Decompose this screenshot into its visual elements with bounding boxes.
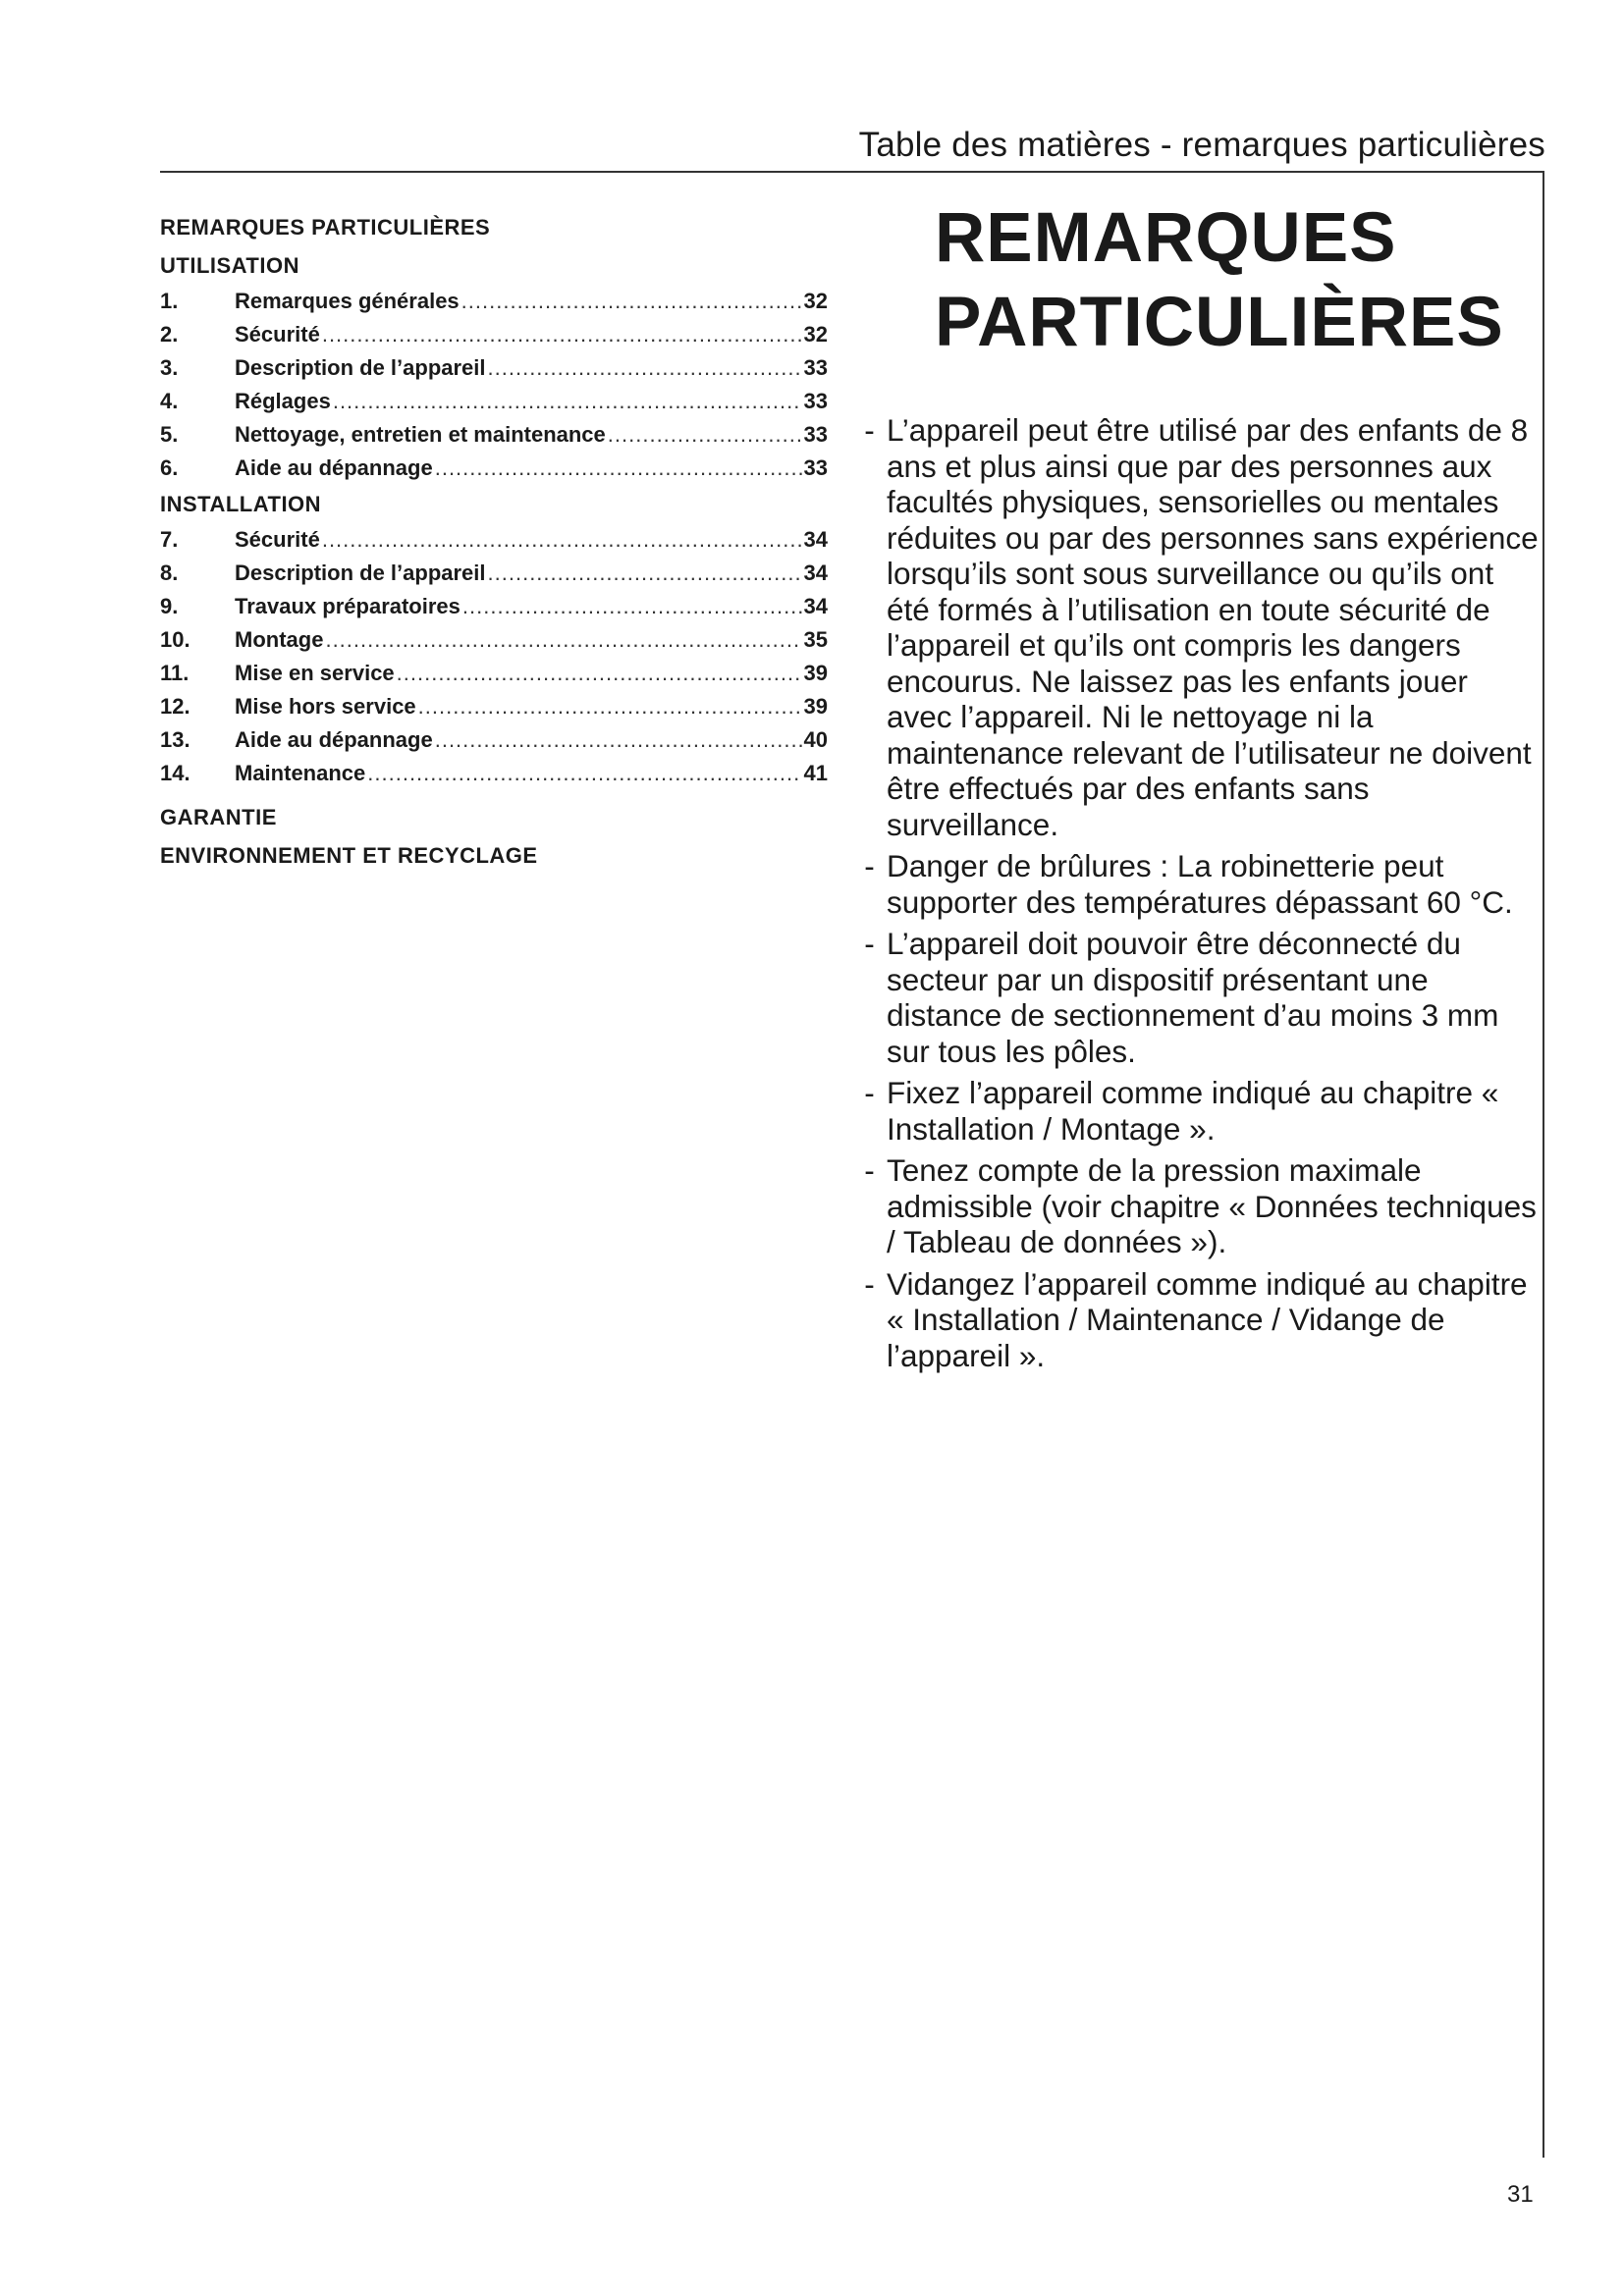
toc-item-label: Sécurité [235, 322, 320, 347]
note-text: L’appareil peut être utilisé par des enfants de 8 ans et plus ainsi que par des personnes aux facultés physiques, sensorielles ou mentales réduites ou par des personnes sans expérience lorsqu’ils sont sous surveillance ou qu’ils ont été formés à l’utilisation en toute sécurité de l’appareil et qu’ils ont compris les dangers encourus. Ne laissez pas les enfants jouer avec l’appareil. Ni le nettoyage ni la maintenance relevant de l’utilisateur ne doivent être effectués par des enfants sans surveillance. [887, 412, 1539, 842]
toc-dot-leader [435, 723, 802, 757]
toc-item-page: 32 [803, 322, 828, 347]
toc-dot-leader [608, 418, 802, 452]
note-dash: - [864, 412, 875, 448]
toc-heading-utilisation[interactable]: UTILISATION [160, 253, 299, 278]
toc-dot-leader [397, 657, 802, 690]
toc-item-number: 9. [160, 594, 179, 618]
toc-item-label: Description de l’appareil [235, 561, 486, 585]
toc-item-page: 41 [803, 761, 828, 785]
toc-gap [160, 790, 828, 798]
safety-note [852, 412, 1540, 842]
toc-item-number: 8. [160, 561, 179, 585]
toc-item[interactable] [160, 690, 828, 723]
toc-item-label: Mise en service [235, 661, 395, 685]
page-number: 31 [1507, 2181, 1534, 2208]
toc-heading-installation[interactable]: INSTALLATION [160, 492, 322, 516]
toc-item-page: 39 [803, 661, 828, 685]
toc-item-label: Remarques générales [235, 289, 460, 313]
toc-dot-leader [488, 351, 802, 385]
toc-item-number: 12. [160, 694, 190, 719]
section-title [935, 196, 1504, 365]
safety-note [852, 848, 1540, 920]
toc-item[interactable] [160, 351, 828, 385]
note-dash: - [864, 848, 875, 883]
toc-item-label: Maintenance [235, 761, 366, 785]
toc-item-number: 13. [160, 727, 190, 752]
toc-item-number: 3. [160, 355, 179, 380]
page-header-title: Table des matières - remarques particulières [858, 126, 1545, 164]
toc-item[interactable] [160, 452, 828, 485]
toc-item[interactable] [160, 723, 828, 757]
toc-item[interactable] [160, 318, 828, 351]
toc-item-label: Description de l’appareil [235, 355, 486, 380]
toc-item-number: 2. [160, 322, 179, 347]
toc-dot-leader [488, 557, 802, 590]
toc-item-page: 34 [803, 594, 828, 618]
toc-item[interactable] [160, 557, 828, 590]
toc-item[interactable] [160, 418, 828, 452]
table-of-contents [160, 208, 828, 875]
toc-item-number: 4. [160, 389, 179, 413]
toc-item[interactable] [160, 285, 828, 318]
column-rule [1543, 171, 1544, 2158]
toc-heading-remarques[interactable]: REMARQUES PARTICULIÈRES [160, 215, 491, 240]
note-text: Tenez compte de la pression maximale admissible (voir chapitre « Données techniques / Tableau de données »). [887, 1152, 1537, 1259]
toc-item-label: Aide au dépannage [235, 455, 433, 480]
note-text: Fixez l’appareil comme indiqué au chapitre « Installation / Montage ». [887, 1075, 1499, 1147]
toc-item-label: Sécurité [235, 527, 320, 552]
toc-dot-leader [435, 452, 802, 485]
toc-dot-leader [367, 757, 801, 790]
toc-item-number: 6. [160, 455, 179, 480]
toc-item[interactable] [160, 623, 828, 657]
toc-item-label: Montage [235, 627, 324, 652]
toc-dot-leader [325, 623, 801, 657]
note-dash: - [864, 1075, 875, 1110]
toc-heading-garantie[interactable]: GARANTIE [160, 805, 277, 829]
toc-item-page: 34 [803, 527, 828, 552]
toc-item-label: Nettoyage, entretien et maintenance [235, 422, 606, 447]
toc-item-page: 39 [803, 694, 828, 719]
safety-note [852, 1152, 1540, 1260]
toc-item-label: Mise hors service [235, 694, 416, 719]
toc-item-page: 33 [803, 455, 828, 480]
toc-item-number: 1. [160, 289, 179, 313]
note-text: Vidangez l’appareil comme indiqué au chapitre « Installation / Maintenance / Vidange de l’appareil ». [887, 1265, 1528, 1373]
note-dash: - [864, 926, 875, 961]
header-rule [160, 171, 1544, 173]
toc-item-number: 10. [160, 627, 190, 652]
toc-item[interactable] [160, 657, 828, 690]
toc-dot-leader [462, 590, 802, 623]
toc-item-number: 5. [160, 422, 179, 447]
safety-note [852, 926, 1540, 1069]
toc-item[interactable] [160, 385, 828, 418]
toc-item[interactable] [160, 757, 828, 790]
toc-item-page: 33 [803, 389, 828, 413]
toc-dot-leader [322, 318, 802, 351]
safety-notes [852, 412, 1540, 1379]
toc-item-page: 40 [803, 727, 828, 752]
toc-item-label: Travaux préparatoires [235, 594, 460, 618]
toc-item-page: 33 [803, 422, 828, 447]
note-dash: - [864, 1265, 875, 1302]
toc-item-page: 32 [803, 289, 828, 313]
safety-note [852, 1075, 1540, 1147]
toc-item-label: Réglages [235, 389, 331, 413]
toc-item-page: 35 [803, 627, 828, 652]
safety-note [852, 1266, 1540, 1374]
toc-item[interactable] [160, 590, 828, 623]
toc-item-number: 14. [160, 761, 190, 785]
toc-item-label: Aide au dépannage [235, 727, 433, 752]
toc-heading-environnement[interactable]: ENVIRONNEMENT ET RECYCLAGE [160, 843, 538, 868]
toc-item[interactable] [160, 523, 828, 557]
toc-item-number: 11. [160, 661, 189, 685]
toc-dot-leader [333, 385, 802, 418]
toc-dot-leader [418, 690, 802, 723]
note-dash: - [864, 1152, 875, 1188]
note-text: Danger de brûlures : La robinetterie peut supporter des températures dépassant 60 °C. [887, 848, 1513, 920]
section-title-line-1: REMARQUES [935, 199, 1397, 277]
toc-item-page: 33 [803, 355, 828, 380]
toc-dot-leader [461, 285, 802, 318]
note-text: L’appareil doit pouvoir être déconnecté du secteur par un dispositif présentant une distance de sectionnement d’au moins 3 mm sur tous les pôles. [887, 926, 1499, 1069]
toc-item-page: 34 [803, 561, 828, 585]
section-title-line-2: PARTICULIÈRES [935, 284, 1504, 361]
toc-item-number: 7. [160, 527, 179, 552]
toc-dot-leader [322, 523, 802, 557]
